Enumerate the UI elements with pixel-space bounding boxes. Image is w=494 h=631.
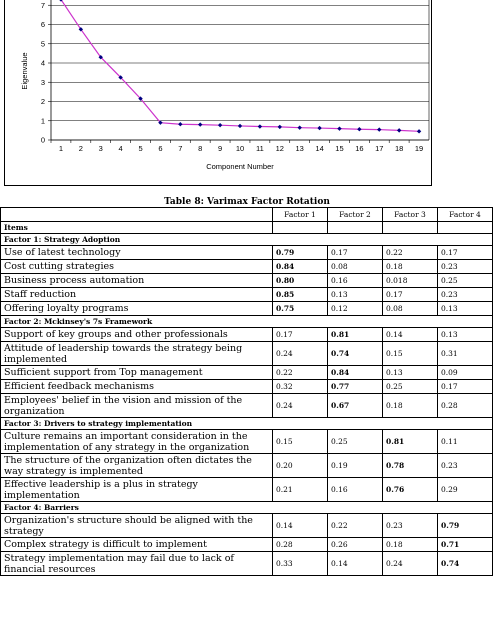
item-label: Efficient feedback mechanisms xyxy=(1,380,273,394)
x-tick-label: 19 xyxy=(414,144,424,153)
data-point xyxy=(417,129,421,133)
loading-value: 0.08 xyxy=(328,260,383,274)
section-title-1: Factor 1: Strategy Adoption xyxy=(1,234,493,246)
loading-value: 0.74 xyxy=(438,552,493,576)
table-row xyxy=(1,302,493,316)
table-row xyxy=(1,478,493,502)
loading-value: 0.16 xyxy=(328,274,383,288)
loading-value: 0.84 xyxy=(273,260,328,274)
loading-value: 0.08 xyxy=(383,302,438,316)
loading-value: 0.17 xyxy=(383,288,438,302)
loading-value: 0.13 xyxy=(438,328,493,342)
section-row xyxy=(1,418,493,430)
loading-value: 0.26 xyxy=(328,538,383,552)
item-label: Use of latest technology xyxy=(1,246,273,260)
x-tick-label: 2 xyxy=(78,144,83,153)
loading-value: 0.23 xyxy=(383,514,438,538)
item-label: The structure of the organization often dictates the way strategy is implemented xyxy=(1,454,273,478)
x-tick-label: 1 xyxy=(58,144,64,153)
loading-value: 0.13 xyxy=(438,302,493,316)
loading-value: 0.81 xyxy=(383,430,438,454)
loading-value: 0.14 xyxy=(328,552,383,576)
loading-value: 0.018 xyxy=(383,274,438,288)
empty-cell xyxy=(273,222,328,234)
loading-value: 0.22 xyxy=(273,366,328,380)
item-label: Strategy implementation may fail due to lack of financial resources xyxy=(1,552,273,576)
table-row xyxy=(1,342,493,366)
y-tick-label: 5 xyxy=(40,39,45,49)
factor-rotation-table xyxy=(0,207,493,576)
section-title-4: Factor 4: Barriers xyxy=(1,502,493,514)
loading-value: 0.24 xyxy=(273,342,328,366)
y-tick-label: 4 xyxy=(40,58,45,68)
item-label: Staff reduction xyxy=(1,288,273,302)
x-tick-label: 6 xyxy=(158,144,163,153)
loading-value: 0.23 xyxy=(438,288,493,302)
items-label: Items xyxy=(1,222,273,234)
item-label: Organization's structure should be aligned with the strategy xyxy=(1,514,273,538)
x-tick-label: 5 xyxy=(138,144,143,153)
loading-value: 0.14 xyxy=(273,514,328,538)
loading-value: 0.31 xyxy=(438,342,493,366)
table-row xyxy=(1,514,493,538)
loading-value: 0.11 xyxy=(438,430,493,454)
loading-value: 0.25 xyxy=(383,380,438,394)
data-point xyxy=(198,122,202,126)
data-point xyxy=(337,126,341,130)
table-header-row xyxy=(1,208,493,222)
empty-cell xyxy=(328,222,383,234)
loading-value: 0.29 xyxy=(438,478,493,502)
table-row xyxy=(1,288,493,302)
x-tick-label: 9 xyxy=(218,144,223,153)
loading-value: 0.84 xyxy=(328,366,383,380)
loading-value: 0.14 xyxy=(383,328,438,342)
item-label: Cost cutting strategies xyxy=(1,260,273,274)
y-tick-label: 7 xyxy=(40,0,45,10)
loading-value: 0.28 xyxy=(438,394,493,418)
loading-value: 0.18 xyxy=(383,538,438,552)
table-row xyxy=(1,366,493,380)
table-row xyxy=(1,380,493,394)
section-row xyxy=(1,234,493,246)
y-tick-label: 1 xyxy=(40,116,45,126)
data-point xyxy=(297,125,301,129)
loading-value: 0.80 xyxy=(273,274,328,288)
x-tick-label: 13 xyxy=(295,144,304,153)
section-row xyxy=(1,502,493,514)
loading-value: 0.17 xyxy=(438,246,493,260)
loading-value: 0.28 xyxy=(273,538,328,552)
item-label: Support of key groups and other professionals xyxy=(1,328,273,342)
x-tick-label: 7 xyxy=(178,144,183,153)
item-label: Employees' belief in the vision and mission of the organization xyxy=(1,394,273,418)
data-point xyxy=(258,124,262,128)
item-label: Offering loyalty programs xyxy=(1,302,273,316)
header-blank xyxy=(1,208,273,222)
empty-cell xyxy=(438,222,493,234)
item-label: Sufficient support from Top management xyxy=(1,366,273,380)
item-label: Business process automation xyxy=(1,274,273,288)
x-tick-label: 14 xyxy=(315,144,324,153)
table-row xyxy=(1,394,493,418)
data-point xyxy=(278,125,282,129)
x-tick-label: 11 xyxy=(255,144,264,153)
loading-value: 0.25 xyxy=(438,274,493,288)
table-row xyxy=(1,260,493,274)
loading-value: 0.16 xyxy=(328,478,383,502)
loading-value: 0.85 xyxy=(273,288,328,302)
data-point xyxy=(317,126,321,130)
loading-value: 0.18 xyxy=(383,394,438,418)
table-row xyxy=(1,538,493,552)
loading-value: 0.19 xyxy=(328,454,383,478)
y-tick-label: 0 xyxy=(40,135,45,145)
section-row xyxy=(1,316,493,328)
y-axis-title: Eigenvalue xyxy=(20,52,29,90)
x-tick-label: 10 xyxy=(235,144,245,153)
loading-value: 0.12 xyxy=(328,302,383,316)
scree-plot xyxy=(4,0,432,186)
loading-value: 0.23 xyxy=(438,454,493,478)
table-row xyxy=(1,328,493,342)
header-factor-4: Factor 4 xyxy=(438,208,493,222)
y-tick-label: 6 xyxy=(40,20,45,29)
loading-value: 0.32 xyxy=(273,380,328,394)
section-title-2: Factor 2: Mckinsey's 7s Framework xyxy=(1,316,493,328)
loading-value: 0.17 xyxy=(438,380,493,394)
data-point xyxy=(178,122,182,126)
loading-value: 0.25 xyxy=(328,430,383,454)
x-tick-label: 18 xyxy=(394,144,404,153)
items-label-row xyxy=(1,222,493,234)
loading-value: 0.22 xyxy=(383,246,438,260)
loading-value: 0.79 xyxy=(273,246,328,260)
loading-value: 0.77 xyxy=(328,380,383,394)
loading-value: 0.17 xyxy=(328,246,383,260)
loading-value: 0.24 xyxy=(273,394,328,418)
loading-value: 0.24 xyxy=(383,552,438,576)
scree-plot-svg xyxy=(5,0,433,186)
loading-value: 0.15 xyxy=(273,430,328,454)
data-point xyxy=(357,127,361,131)
loading-value: 0.71 xyxy=(438,538,493,552)
x-tick-label: 17 xyxy=(375,144,384,153)
loading-value: 0.09 xyxy=(438,366,493,380)
table-row xyxy=(1,552,493,576)
loading-value: 0.13 xyxy=(328,288,383,302)
item-label: Complex strategy is difficult to implement xyxy=(1,538,273,552)
loading-value: 0.23 xyxy=(438,260,493,274)
header-factor-3: Factor 3 xyxy=(383,208,438,222)
loading-value: 0.67 xyxy=(328,394,383,418)
y-tick-label: 2 xyxy=(40,97,45,106)
x-tick-label: 4 xyxy=(118,144,123,153)
empty-cell xyxy=(383,222,438,234)
table-row xyxy=(1,274,493,288)
loading-value: 0.15 xyxy=(383,342,438,366)
loading-value: 0.21 xyxy=(273,478,328,502)
loading-value: 0.33 xyxy=(273,552,328,576)
loading-value: 0.81 xyxy=(328,328,383,342)
data-point xyxy=(218,123,222,127)
header-factor-1: Factor 1 xyxy=(273,208,328,222)
loading-value: 0.17 xyxy=(273,328,328,342)
x-tick-label: 3 xyxy=(98,144,103,153)
table-row xyxy=(1,246,493,260)
loading-value: 0.79 xyxy=(438,514,493,538)
loading-value: 0.74 xyxy=(328,342,383,366)
header-factor-2: Factor 2 xyxy=(328,208,383,222)
y-tick-label: 3 xyxy=(40,77,45,87)
x-tick-label: 15 xyxy=(335,144,344,153)
x-tick-label: 12 xyxy=(275,144,284,153)
x-tick-label: 8 xyxy=(198,144,203,153)
data-point xyxy=(377,127,381,131)
loading-value: 0.20 xyxy=(273,454,328,478)
section-title-3: Factor 3: Drivers to strategy implementation xyxy=(1,418,493,430)
loading-value: 0.18 xyxy=(383,260,438,274)
loading-value: 0.78 xyxy=(383,454,438,478)
table-row xyxy=(1,430,493,454)
table-caption: Table 8: Varimax Factor Rotation xyxy=(164,197,330,207)
loading-value: 0.13 xyxy=(383,366,438,380)
eigenvalue-line xyxy=(61,0,419,131)
table-row xyxy=(1,454,493,478)
loading-value: 0.75 xyxy=(273,302,328,316)
item-label: Effective leadership is a plus in strategy implementation xyxy=(1,478,273,502)
loading-value: 0.76 xyxy=(383,478,438,502)
x-axis-title: Component Number xyxy=(206,162,274,171)
data-point xyxy=(397,128,401,132)
item-label: Culture remains an important consideration in the implementation of any strategy in the organization xyxy=(1,430,273,454)
x-tick-label: 16 xyxy=(355,144,364,153)
data-point xyxy=(238,124,242,128)
item-label: Attitude of leadership towards the strategy being implemented xyxy=(1,342,273,366)
loading-value: 0.22 xyxy=(328,514,383,538)
